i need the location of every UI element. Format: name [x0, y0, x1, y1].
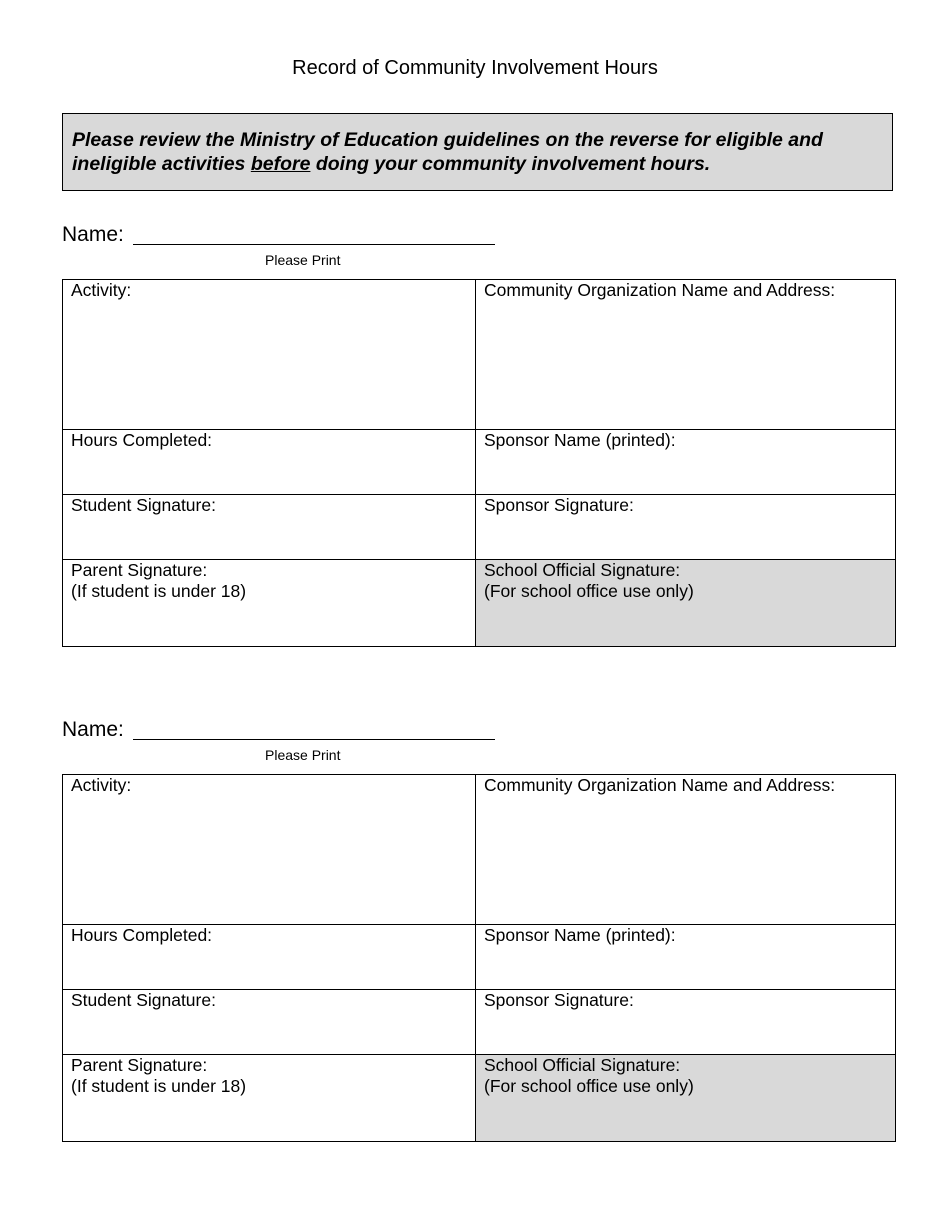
- activity-cell[interactable]: [63, 280, 476, 430]
- record-form-1: [62, 221, 895, 601]
- organization-cell[interactable]: [476, 775, 896, 925]
- name-field[interactable]: [133, 221, 495, 245]
- student-signature-cell[interactable]: [63, 495, 476, 560]
- school-signature-cell: [476, 560, 896, 647]
- name-field[interactable]: [133, 716, 495, 740]
- sponsor-signature-label: Sponsor Signature:: [484, 495, 634, 515]
- parent-signature-label: Parent Signature:: [71, 560, 208, 580]
- name-label: Name:: [62, 223, 124, 246]
- notice-text-start: Please review the Ministry of Education guidelines on the reverse for eligible and ineligible activities: [72, 129, 823, 175]
- parent-signature-note: (If student is under 18): [71, 581, 247, 601]
- hours-completed-cell[interactable]: [63, 925, 476, 990]
- name-label: Name:: [62, 718, 124, 741]
- record-form-2: [62, 716, 895, 1096]
- organization-cell[interactable]: [476, 280, 896, 430]
- parent-signature-cell[interactable]: [63, 560, 476, 647]
- page-title: Record of Community Involvement Hours: [292, 57, 658, 79]
- please-print-hint: Please Print: [265, 252, 341, 268]
- student-signature-cell[interactable]: [63, 990, 476, 1055]
- activity-label: Activity:: [71, 775, 132, 795]
- record-table: [62, 774, 896, 1142]
- sponsor-signature-label: Sponsor Signature:: [484, 990, 634, 1010]
- sponsor-signature-cell[interactable]: [476, 990, 896, 1055]
- activity-label: Activity:: [71, 280, 132, 300]
- parent-signature-label: Parent Signature:: [71, 1055, 208, 1075]
- parent-signature-note: (If student is under 18): [71, 1076, 247, 1096]
- sponsor-name-cell[interactable]: [476, 430, 896, 495]
- guidelines-notice: [62, 113, 893, 191]
- sponsor-signature-cell[interactable]: [476, 495, 896, 560]
- organization-label: Community Organization Name and Address:: [484, 280, 836, 300]
- student-signature-label: Student Signature:: [71, 990, 216, 1010]
- sponsor-name-label: Sponsor Name (printed):: [484, 430, 676, 450]
- school-signature-note: (For school office use only): [484, 581, 694, 601]
- hours-completed-label: Hours Completed:: [71, 430, 213, 450]
- notice-emphasis: before: [250, 153, 311, 175]
- sponsor-name-label: Sponsor Name (printed):: [484, 925, 676, 945]
- hours-completed-label: Hours Completed:: [71, 925, 213, 945]
- please-print-hint: Please Print: [265, 747, 341, 763]
- notice-text-end: doing your community involvement hours.: [310, 153, 711, 175]
- school-signature-cell: [476, 1055, 896, 1142]
- school-signature-note: (For school office use only): [484, 1076, 694, 1096]
- student-signature-label: Student Signature:: [71, 495, 216, 515]
- sponsor-name-cell[interactable]: [476, 925, 896, 990]
- school-signature-label: School Official Signature:: [484, 1055, 681, 1075]
- hours-completed-cell[interactable]: [63, 430, 476, 495]
- parent-signature-cell[interactable]: [63, 1055, 476, 1142]
- school-signature-label: School Official Signature:: [484, 560, 681, 580]
- activity-cell[interactable]: [63, 775, 476, 925]
- name-row: [62, 716, 895, 744]
- name-row: [62, 221, 895, 249]
- record-table: [62, 279, 896, 647]
- organization-label: Community Organization Name and Address:: [484, 775, 836, 795]
